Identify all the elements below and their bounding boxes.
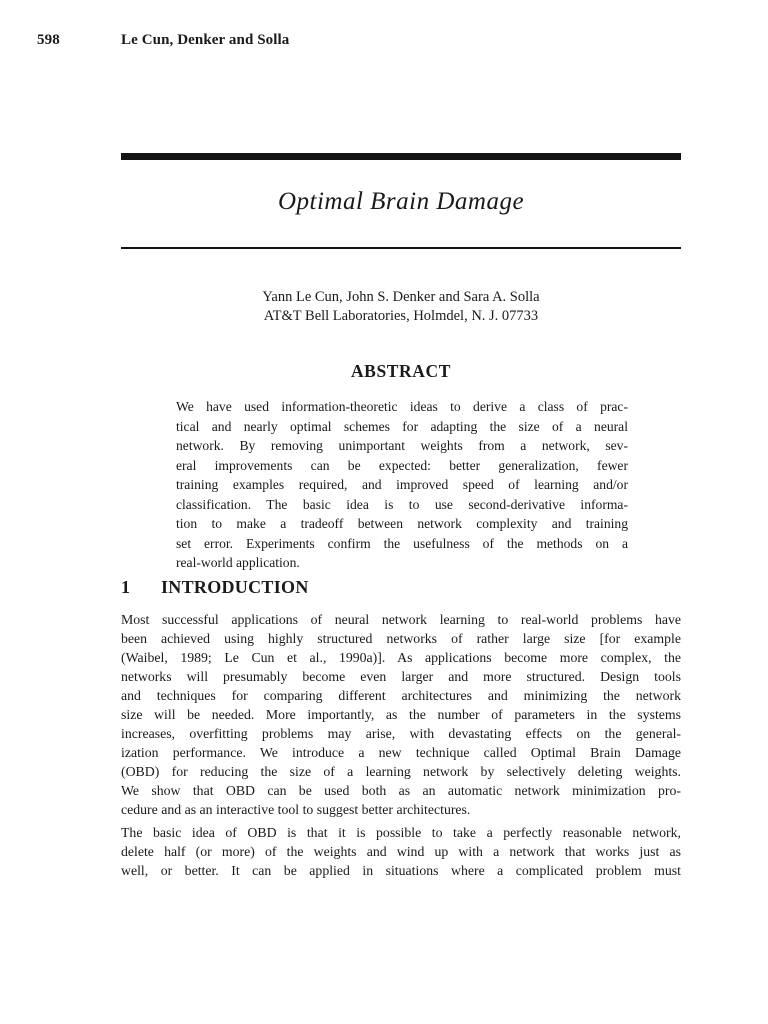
author-affiliation: AT&T Bell Laboratories, Holmdel, N. J. 07733: [263, 308, 539, 324]
paragraph-line: and techniques for comparing different architectures and minimizing the network: [121, 688, 681, 703]
section-title: INTRODUCTION: [161, 577, 309, 597]
paragraph-line: We show that OBD can be used both as an automatic network minimization pro-: [121, 783, 681, 798]
paragraph-line: been achieved using highly structured networks of rather large size [for example: [121, 631, 681, 646]
title-bottom-rule: [121, 247, 681, 249]
page-number: 598: [37, 32, 60, 48]
paper-title: Optimal Brain Damage: [277, 188, 525, 215]
paragraph-line: delete half (or more) of the weights and wind up with a network that works just as: [121, 844, 681, 859]
title-top-rule: [121, 153, 681, 160]
paragraph-line: networks will presumably become even larger and more structured. Design tools: [121, 669, 681, 684]
author-names: Yann Le Cun, John S. Denker and Sara A. Solla: [262, 289, 540, 305]
abstract-line: classification. The basic idea is to use second-derivative informa-: [176, 496, 628, 512]
author-block: [121, 288, 681, 326]
section-number: 1: [121, 577, 131, 597]
paragraph-line: cedure and as an interactive tool to suggest better architectures.: [121, 802, 471, 817]
abstract-heading: ABSTRACT: [350, 361, 452, 381]
abstract-line: network. By removing unimportant weights from a network, sev-: [176, 438, 628, 453]
section-heading: [121, 577, 309, 598]
abstract-line: training examples required, and improved speed of learning and/or: [176, 477, 628, 492]
abstract-line: real-world application.: [176, 555, 300, 570]
running-authors: Le Cun, Denker and Solla: [121, 32, 290, 48]
paragraph-line: ization performance. We introduce a new technique called Optimal Brain Damage: [121, 745, 681, 760]
intro-paragraph-2: [121, 823, 681, 880]
abstract-line: tion to make a tradeoff between network complexity and training: [176, 516, 628, 531]
abstract-line: tical and nearly optimal schemes for adapting the size of a neural: [176, 418, 628, 434]
running-header: [37, 32, 289, 49]
abstract-line: eral improvements can be expected: better generalization, fewer: [176, 457, 628, 473]
paragraph-line: (OBD) for reducing the size of a learning network by selectively deleting weights.: [121, 764, 681, 779]
paragraph-line: well, or better. It can be applied in situations where a complicated problem must: [121, 863, 681, 878]
paragraph-line: The basic idea of OBD is that it is possible to take a perfectly reasonable network,: [121, 825, 681, 840]
abstract-line: set error. Experiments confirm the usefulness of the methods on a: [176, 535, 628, 551]
abstract-body: [176, 397, 628, 573]
abstract-line: We have used information-theoretic ideas to derive a class of prac-: [176, 399, 628, 414]
paragraph-line: (Waibel, 1989; Le Cun et al., 1990a)]. As applications become more complex, the: [121, 650, 681, 665]
paragraph-line: size will be needed. More importantly, as the number of parameters in the systems: [121, 707, 681, 722]
intro-paragraph-1: [121, 610, 681, 819]
paragraph-line: Most successful applications of neural network learning to real-world problems have: [121, 612, 681, 627]
paragraph-line: increases, overfitting problems may arise, with devastating effects on the general-: [121, 726, 681, 741]
